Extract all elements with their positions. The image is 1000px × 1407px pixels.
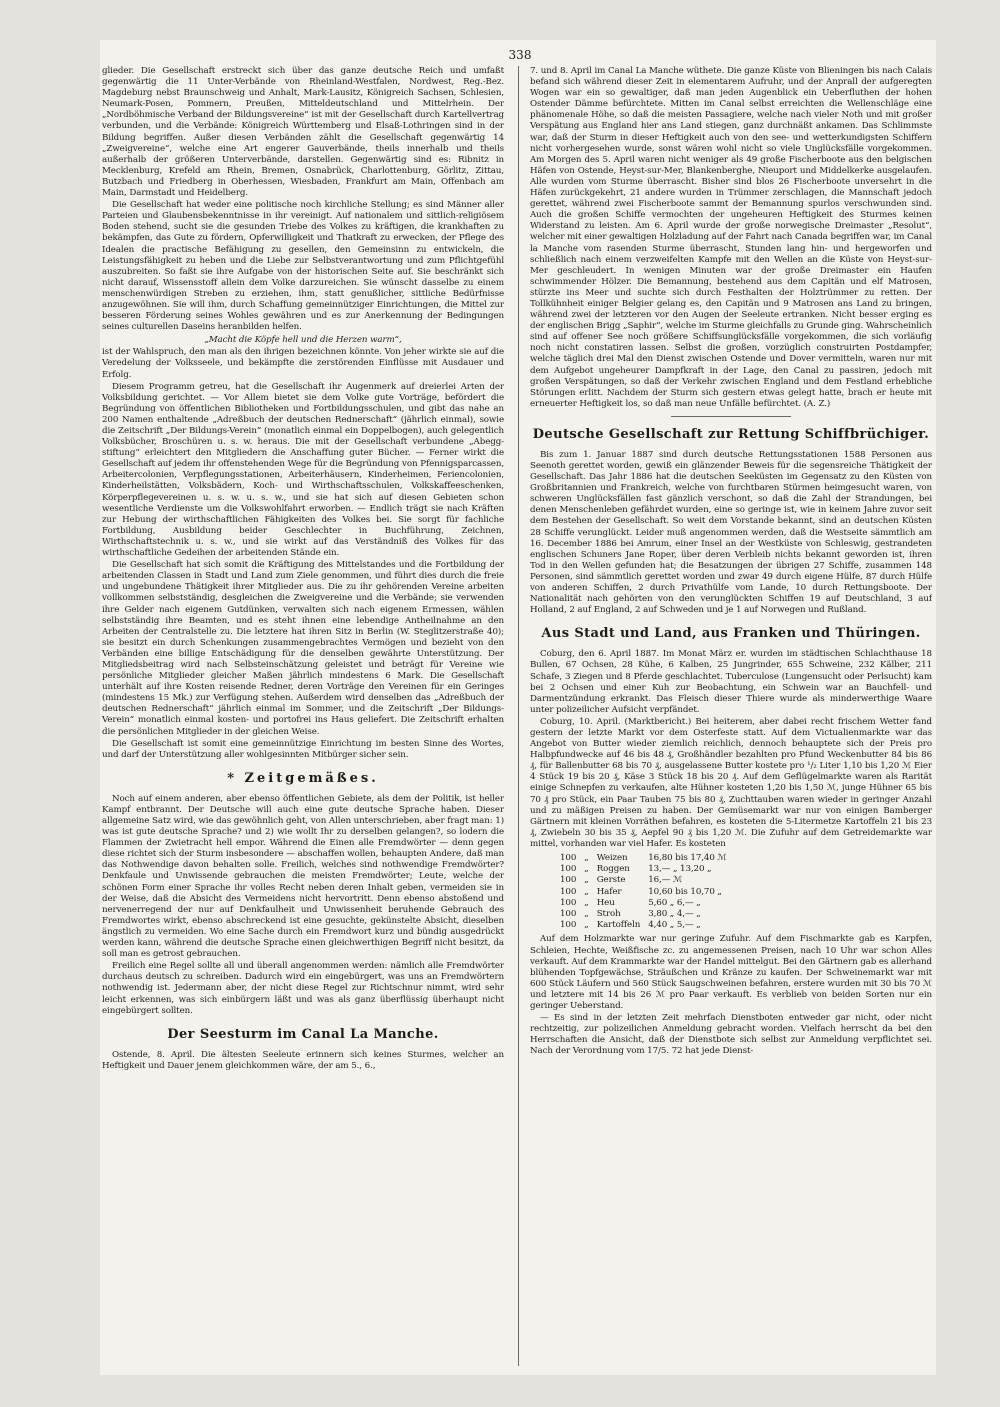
table-row: 100 „ Roggen 13,— „ 13,20 „ (560, 864, 712, 875)
table-row: 100 „ Gerste 16,— ℳ (560, 875, 683, 886)
paragraph: Ostende, 8. April. Die ältesten Seeleute erinnern sich keines Sturmes, welcher an Heftigkeit und Dauer jenem gleichkommen wäre, der am 5., 6., (102, 1049, 504, 1071)
section-divider (671, 416, 791, 417)
paragraph: Diesem Programm getreu, hat die Gesellschaft ihr Augenmerk auf dreierlei Arten der Volksbildung gerichtet. — Vor Allem bietet sie dem Volke gute Vorträge, befördert die Begründung von öffentlichen Bibliotheken und Fortbildungsschulen, und gibt das nahe an 200 Namen enthaltende „Adreßbuch der deutschen Rednerschaft“ (jährlich einmal), sowie die Zeitschrift „Der Bildungs-Verein“ (monatlich einmal ein Doppelbogen), auch gelegentlich Volksbücher, Broschüren u. s. w. heraus. Die mit der Gesellschaft verbundene „Abegg-stiftung“ erleichtert den Mitgliedern die Anschaffung guter Bücher. — Ferner wirkt die Gesellschaft auf jedem ihr offenstehenden Wege für die Begründung von Pfennigsparcassen, Arbeitercolonien, Verpflegungsstationen, Arbeiterhäusern, Kinderheimen, Feriencolonien, Kinderheilstätten, Volksbädern, Koch- und Wirthschaftsschulen, Volkskaffeeschenken, Körperpflegevereinen u. s. w. u. s. w., und sie hat sich auf diesen Gebieten schon wesentliche Verdienste um die Volkswohlfahrt erworben. — Endlich trägt sie nach Kräften zur Hebung der wirthschaftlichen Fähigkeiten des Volkes bei. Sie sorgt für fachliche Fortbildung, Ausbildung beider Geschlechter in Buchführung, Zeichnen, Wirthschaftstechnik u. s. w., und sie wirkt auf das Verständniß des Volkes für das wirthschaftliche Gedeihen der arbeitenden Stände ein. (102, 381, 504, 559)
article-title-rettung: Deutsche Gesellschaft zur Rettung Schiffbrüchiger. (532, 426, 930, 442)
paragraph: Die Gesellschaft ist somit eine gemeinnützige Einrichtung im besten Sinne des Wortes, und darf der Unterstützung aller wohlgesinnten Mitbürger sicher sein. (102, 738, 504, 760)
paragraph: 7. und 8. April im Canal La Manche wüthete. Die ganze Küste von Blieningen bis nach Calais befand sich während dieser Zeit in elementarem Aufruhr, und der Anprall der aufgeregten Wogen war ein so gewaltiger, daß man jeden Augenblick ein Ueberfluthen der hohen Ostender Dämme befürchtete. Mitten im Canal selbst erreichten die Wellenschläge eine phänomenale Höhe, so daß die meisten Passagiere, welche nach vieler Noth und mit großer Verspätung aus England hier ans Land stiegen, ganz durchnäßt ankamen. Das Schlimmste war, daß der Sturm in dieser Heftigkeit auch von den see- und wetterkundigsten Schiffern nicht vorhergesehen wurde, sonst wären wohl nicht so viele Unglücksfälle vorgekommen. Am Morgen des 5. April waren nicht weniger als 49 große Fischerboote aus den belgischen Häfen von Ostende, Heyst-sur-Mer, Blankenberghe, Nieuport und Middelkerke ausgelaufen. Alle wurden vom Sturme überrascht. Bisher sind blos 26 Fischerboote unversehrt in die Häfen zurückgekehrt, 21 andere wurden in Trümmer zerschlagen, die Mannschaft jedoch gerettet, während zwei Fischerboote sammt der Bemannung spurlos verschwunden sind. Auch die großen Schiffe vermochten der ungeheuren Heftigkeit des Sturmes keinen Widerstand zu leisten. Am 6. April wurde der große norwegische Dreimaster „Resolut“, welcher mit einer gewaltigen Holzladung auf der Fahrt nach Canada begriffen war, im Canal la Manche vom rasenden Sturme überrascht, Stunden lang hin- und hergeworfen und schließlich nach einem verzweifelten Kampfe mit den Wellen an die Küste von Heyst-sur-Mer geschleudert. In wenigen Minuten war der große Dreimaster ein Haufen schwimmender Hölzer. Die Bemannung, bestehend aus dem Capitän und elf Matrosen, stürzte ins Meer und suchte sich durch Festhalten der Holztrümmer zu retten. Der Tollkühnheit einiger Belgier gelang es, den Capitän und 9 Matrosen ans Land zu bringen, während zwei der letzteren vor den Augen der Seeleute ertranken. Nicht besser erging es der englischen Brigg „Saphir“, welche im Sturme gleichfalls zu Grunde ging. Wahrscheinlich sind auf offener See noch größere Schiffsunglücksfälle vorgekommen, die sich vorläufig noch nicht constatiren lassen. Selbst die großen, vorzüglich construirten Postdampfer, welche täglich drei Mal den Dienst zwischen Ostende und Dover vermitteln, waren nur mit dem Aufgebot ungeheurer Dampfkraft in der Lage, den Canal zu passiren, jedoch mit großen Verspätungen, so daß der Verkehr zwischen England und dem Festland erhebliche Störungen erlitt. Nachdem der Sturm sich gestern etwas gelegt hatte, brach er heute mit erneuerter Heftigkeit los, so daß man neue Unfälle befürchtet. (A. Z.) (530, 66, 932, 409)
article-title-seesturm: Der Seesturm im Canal La Manche. (167, 1026, 439, 1042)
left-column (102, 66, 504, 1366)
paragraph: glieder. Die Gesellschaft erstreckt sich über das ganze deutsche Reich und umfaßt gegenwärtig die 11 Unter-Verbände von Rheinland-Westfalen, Nordwest, Reg.-Bez. Magdeburg nebst Braunschweig und Anhalt, Mark-Lausitz, Königreich Sachsen, Schlesien, Neumark-Posen, Pommern, Preußen, Mitteldeutschland und Mittelrhein. Der „Nordböhmische Verband der Bildungsvereine“ ist mit der Gesellschaft durch Kartellvertrag verbunden, und die Verbände: Königreich Württemberg und Elsaß-Lothringen sind in der Bildung begriffen. Außer diesen Verbänden zählt die Gesellschaft gegenwärtig 14 „Zweigvereine“, welche eine Art engerer Gauverbände, theils innerhalb und theils außerhalb der größeren Unterverbände, darstellen. Gegenwärtig sind es: Ribnitz in Mecklenburg, Krefeld am Rhein, Bremen, Osnabrück, Charlottenburg, Görlitz, Zittau, Butzbach und Friedberg in Oberhessen, Wiesbaden, Frankfurt am Main, Offenbach am Main, Darmstadt und Heidelberg. (102, 66, 504, 199)
table-row: 100 „ Hafer 10,60 bis 10,70 „ (560, 886, 722, 897)
table-row: 100 „ Kartoffeln 4,40 „ 5,— „ (560, 920, 701, 931)
article-title-stadt-und-land: Aus Stadt und Land, aus Franken und Thüringen. (541, 626, 921, 642)
paragraph: Die Gesellschaft hat weder eine politische noch kirchliche Stellung; es sind Männer aller Parteien und Glaubensbekenntnisse in ihr vereinigt. Auf nationalem und sittlich-religiösem Boden stehend, sucht sie die gesunden Triebe des Volkes zu kräftigen, die krankhaften zu bekämpfen, das Gute zu fördern, Opferwilligkeit und Thatkraft zu erwecken, der Pflege des Idealen die practische Befähigung zu gesellen, den Gemeinsinn zu entwickeln, die Leistungsfähigkeit zu heben und die Liebe zur Selbstverantwortung und zum Pflichtgefühl auszubreiten. So faßt sie ihre Aufgabe von der historischen Seite auf. Sie beschränkt sich nicht darauf, Wissensstoff allein dem Volke darzureichen. Sie wünscht dasselbe zu einem menschenwürdigen Streben zu erziehen, ihm, statt genußlicher, sittliche Bedürfnisse anzugewöhnen. Sie will ihm, durch Schaffung gemeinnütziger Einrichtungen, die Mittel zur besseren Förderung seines Wohles gewähren und es zur Anerkennung der Bedingungen seines culturellen Daseins heranbilden helfen. (102, 200, 504, 333)
column-divider (518, 66, 519, 1366)
paragraph: Auf dem Holzmarkte war nur geringe Zufuhr. Auf dem Fischmarkte gab es Karpfen, Schleien, Hechte, Weißfische zc. zu angemessenen Preisen, nach 10 Uhr war schon Alles verkauft. Auf dem Krammarkte war der Handel mittelgut. Bei den Gärtnern gab es allerhand blühenden Topfgewächse, Sträußchen und Kränze zu kaufen. Der Schweinemarkt war mit 600 Stück Läufern und 560 Stück Saugschweinen befahren, erstere wurden mit 30 bis 70 ℳ und letztere mit 14 bis 26 ℳ pro Paar verkauft. Es verblieb von beiden Sorten nur ein geringer Ueberstand. (530, 934, 932, 1011)
paragraph: Freilich eine Regel sollte all und überall angenommen werden: nämlich alle Fremdwörter durchaus deutsch zu schreiben. Dadurch wird ein eingebürgert, was uns an Fremdwörtern nothwendig ist. Jedermann aber, der nicht diese Regel zur Richtschnur nimmt, wird sehr leicht erkennen, was sich einbürgern läßt und was als ganz überflüssig überhaupt nicht eingebürgert sollten. (102, 961, 504, 1016)
grain-price-table (560, 853, 735, 931)
paragraph: Noch auf einem anderen, aber ebenso öffentlichen Gebiete, als dem der Politik, ist heller Kampf entbrannt. Der Deutsche will auch eine gute deutsche Sprache haben. Dieser allgemeine Satz wird, wie das gewöhnlich geht, von Allen unterschrieben, aber fragt man: 1) was ist gute deutsche Sprache? und 2) wie wollt Ihr zu derselben gelangen?, so lodern die Flammen der Zwietracht hell empor. Während die Einen alle Fremdwörter — denn gegen diese richtet sich der Sturm insbesondere — abschaffen wollen, behaupten Andere, daß man das Nothwendige davon behalten solle. Freilich, welches sind nothwendige Fremdwörter? Denkfaule und Unwissende gebrauchen die meisten Fremdwörter; Leute, welche der schönen Form einer Sprache ihr volles Recht neben deren Inhalt geben, vermeiden sie in der Weise, daß die Absicht des Vermeidens nicht hervortritt. Denn ebenso abstoßend und nervenerregend der nur auf Denkfaulheit und Unwissenheit beruhende Gebrauch des Fremdwortes wirkt, ebenso abschreckend ist eine gesuchte, gekünstelte Absicht, dieselben ängstlich zu vermeiden. Wo eine Sache durch ein Fremdwort kurz und bündig ausgedrückt werden kann, während die deutsche Sprache einen gleichwerthigen Begriff nicht besitzt, da soll man es getrost gebrauchen. (102, 793, 504, 960)
paragraph: ist der Wahlspruch, den man als den ihrigen bezeichnen könnte. Von jeher wirkte sie auf die Veredelung der Volksseele, und bekämpfte die zerstörenden Einflüsse mit Ausdauer und Erfolg. (102, 347, 504, 380)
newspaper-page (100, 40, 936, 1375)
right-column (530, 66, 932, 1366)
paragraph: Die Gesellschaft hat sich somit die Kräftigung des Mittelstandes und die Fortbildung der arbeitenden Classen in Stadt und Land zum Ziele genommen, und führt dies durch die freie und ungebundene Thätigkeit ihrer Mitglieder aus. Die zu ihr gehörenden Vereine arbeiten vollkommen selbstständig, desgleichen die Zweigvereine und die Verbände; sie verwenden ihre Gelder nach eigenem Gutdünken, verwalten sich nach eigenem Ermessen, wählen selbstständig ihre Beamten, und es steht ihnen eine lebendige Antheilnahme an den Arbeiten der Centralstelle zu. Die letztere hat ihren Sitz in Berlin (W. Steglitzerstraße 40); sie besitzt ein durch Schenkungen zusammengebrachtes Vermögen und bezieht von den Verbänden eine billige Entschädigung für die denselben gewährte Unterstützung. Der Mitgliedsbeitrag wird nach Selbsteinschätzung geleistet und beträgt für Vereine wie persönliche Mitglieder gleicher Maßen jährlich mindestens 6 Mark. Die Gesellschaft unterhält auf ihre Kosten reisende Redner, deren Vorträge den Vereinen für ein Geringes (mindestens 15 Mk.) zur Verfügung stehen. Außerdem wird denselben das „Adreßbuch der deutschen Rednerschaft“ jährlich einmal im Sommer, und die Zeitschrift „Der Bildungs-Verein“ monatlich einmal kosten- und portofrei ins Haus geliefert. Die Zeitschrift erhalten die persönlichen Mitglieder in der gleichen Weise. (102, 560, 504, 737)
paragraph: Coburg, 10. April. (Marktbericht.) Bei heiterem, aber dabei recht frischem Wetter fand gestern der letzte Markt vor dem Osterfeste statt. Auf dem Victualienmarkte war das Angebot von Butter wieder ziemlich reichlich, dennoch behauptete sich der Preis pro Halbpfundwecke auf 46 bis 48 ₰, Großhändler bezahlten pro Pfund Weckenbutter 84 bis 86 ₰, für Ballenbutter 68 bis 70 ₰, ausgelassene Butter kostete pro ¹/₂ Liter 1,10 bis 1,20 ℳ Eier 4 Stück 19 bis 20 ₰, Käse 3 Stück 18 bis 20 ₰. Auf dem Geflügelmarkte waren als Rarität einige Schnepfen zu verkaufen, alte Hühner kosteten 1,20 bis 1,50 ℳ, junge Hühner 65 bis 70 ₰ pro Stück, ein Paar Tauben 75 bis 80 ₰, Zuchttauben waren wieder in geringer Anzahl und zu mäßigen Preisen zu haben. Der Gemüsemarkt war nur von einigen Bamberger Gärtnern mit kleinen Vorräthen befahren, es kosteten die 5-Litermetze Kartoffeln 21 bis 23 ₰, Zwiebeln 30 bis 35 ₰, Aepfel 90 ₰ bis 1,20 ℳ. Die Zufuhr auf dem Getreidemarkte war mittel, vorhanden war viel Hafer. Es kosteten (530, 716, 932, 849)
paragraph: — Es sind in der letzten Zeit mehrfach Dienstboten entweder gar nicht, oder nicht rechtzeitig, zur polizeilichen Anmeldung gebracht worden. Vielfach herrscht da bei den Herrschaften die Ansicht, daß der Dienstbote sich selbst zur Anmeldung verpflichtet sei. Nach der Verordnung vom 17/5. 72 hat jede Dienst- (530, 1013, 932, 1057)
table-row: 100 „ Heu 5,60 „ 6,— „ (560, 897, 701, 908)
article-title-zeitgemaesses: * Zeitgemäßes. (227, 770, 379, 786)
motto-quote: „Macht die Köpfe hell und die Herzen warm“, (204, 335, 402, 346)
paragraph: Coburg, den 6. April 1887. Im Monat März er. wurden im städtischen Schlachthause 18 Bullen, 67 Ochsen, 28 Kühe, 6 Kalben, 25 Jungrinder, 655 Schweine, 232 Kälber, 211 Schafe, 3 Ziegen und 8 Pferde geschlachtet. Tuberculose (Lungensucht oder Perlsucht) kam bei 2 Ochsen und einer Kuh zur Beobachtung, ein Schwein war an Bauchfell- und Darmentzündung erkrankt. Das Fleisch dieser Thiere wurde als minderwerthige Waare unter polizeilicher Aufsicht verpfändet. (530, 649, 932, 715)
page-number: 338 (508, 48, 532, 62)
paragraph: Bis zum 1. Januar 1887 sind durch deutsche Rettungsstationen 1588 Personen aus Seenoth gerettet worden, gewiß ein glänzender Beweis für die segensreiche Thätigkeit der Gesellschaft. Das Jahr 1886 hat die deutschen Seeküsten im Gegensatz zu den Küsten von Großbritannien und Frankreich, welche von furchtbaren Stürmen heimgesucht waren, von schweren Unglücksfällen fast gänzlich verschont, so daß die Zahl der Strandungen, bei denen Menschenleben gefährdet wurden, eine so geringe ist, wie in keinem Jahre zuvor seit dem Bestehen der Gesellschaft. So weit dem Vorstande bekannt, sind an deutschen Küsten 28 Schiffe verunglückt. Leider muß angenommen werden, daß die Westseite sämmtlich am 16. December 1886 bei Amrum, einer Insel an der Westküste von Schleswig, gestrandeten englischen Schuners Jane Roper, über deren Verbleib nichts bekannt geworden ist, ihren Tod in den Wellen gefunden hat; die Besatzungen der übrigen 27 Schiffe, zusammen 148 Personen, sind sämmtlich gerettet worden und zwar 49 durch eigene Hülfe, 87 durch Hülfe von anderen Schiffen, 2 durch Privathülfe vom Lande, 10 durch Rettungsboote. Der Nationalität nach gehörten von den verunglückten Schiffen 19 auf Deutschland, 3 auf Holland, 2 auf England, 2 auf Schweden und je 1 auf Norwegen und Rußland. (530, 449, 932, 616)
table-row: 100 „ Weizen 16,80 bis 17,40 ℳ (560, 853, 727, 863)
table-row: 100 „ Stroh 3,80 „ 4,— „ (560, 909, 701, 920)
